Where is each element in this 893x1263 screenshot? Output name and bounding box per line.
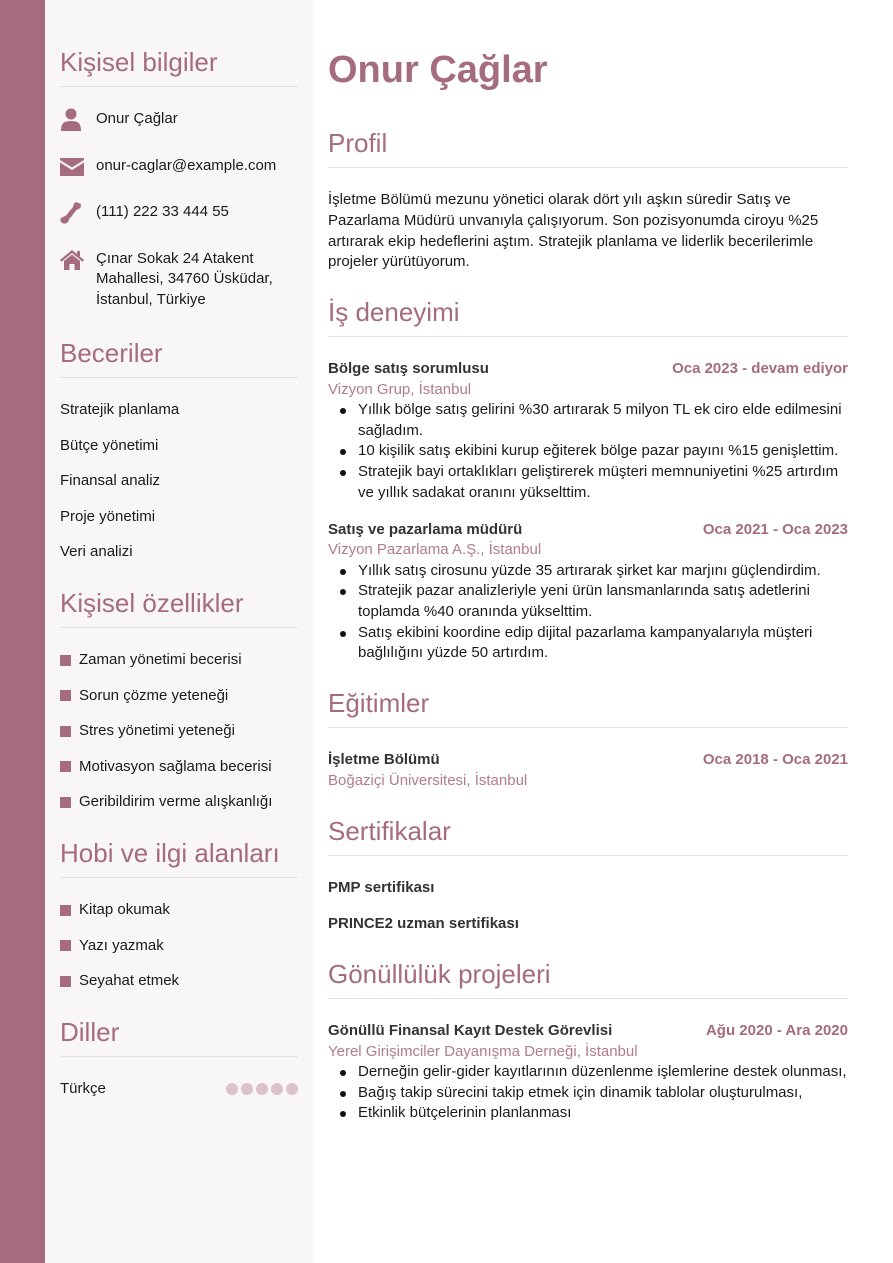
square-bullet-icon bbox=[60, 726, 71, 737]
volunteer-title: Gönüllü Finansal Kayıt Destek Görevlisi bbox=[328, 1022, 613, 1039]
job-company: Vizyon Grup, İstanbul bbox=[328, 380, 472, 398]
info-address-text: Çınar Sokak 24 Atakent Mahallesi, 34760 Üsküdar, İstanbul, Türkiye bbox=[96, 249, 273, 308]
square-bullet-icon bbox=[60, 690, 71, 701]
profile-section bbox=[328, 128, 848, 273]
skill-item: Stratejik planlama bbox=[60, 401, 180, 418]
skill-item: Proje yönetimi bbox=[60, 507, 156, 525]
job-bullet: Stratejik pazar analizleriyle yeni ürün lansmanlarında satış adetlerini toplamda %40 oranında yükselttim. bbox=[328, 581, 848, 622]
volunteer-entry bbox=[328, 1021, 848, 1124]
info-email bbox=[60, 156, 298, 178]
job-date: Oca 2021 - Oca 2023 bbox=[702, 520, 848, 538]
hobbies-section bbox=[60, 838, 298, 1007]
skills-section bbox=[60, 338, 298, 578]
square-bullet-icon bbox=[60, 940, 71, 951]
home-icon bbox=[60, 249, 96, 271]
square-bullet-icon bbox=[60, 905, 71, 916]
candidate-name: Onur Çağlar bbox=[328, 49, 548, 91]
language-level-rating bbox=[226, 1083, 298, 1095]
certificates-section bbox=[328, 816, 848, 949]
hobby-text: Kitap okumak bbox=[79, 901, 170, 918]
job-date: Oca 2023 - devam ediyor bbox=[672, 360, 848, 377]
trait-item bbox=[60, 686, 298, 706]
trait-item bbox=[60, 721, 298, 741]
degree-title: İşletme Bölümü bbox=[328, 751, 440, 768]
info-email-text[interactable]: onur-caglar@example.com bbox=[96, 156, 277, 174]
section-title: İş deneyimi bbox=[328, 297, 460, 327]
job-bullet: Satış ekibini koordine edip dijital pazarlama kampanyalarıyla müşteri bağlılığını yüzde 50 artırdım. bbox=[328, 623, 848, 664]
square-bullet-icon bbox=[60, 976, 71, 987]
hobby-item bbox=[60, 971, 298, 991]
trait-text: Motivasyon sağlama becerisi bbox=[79, 757, 272, 775]
job-bullet: Stratejik bayi ortaklıkları geliştirerek müşteri memnuniyetini %25 artırdım ve yıllık sadakat oranını yükselttim. bbox=[328, 462, 848, 503]
job-bullet: Yıllık bölge satış gelirini %30 artırarak 5 milyon TL ek ciro elde edilmesini sağladım. bbox=[328, 400, 848, 441]
trait-text: Geribildirim verme alışkanlığı bbox=[79, 793, 273, 811]
section-title: Hobi ve ilgi alanları bbox=[60, 838, 280, 868]
job-bullet: 10 kişilik satış ekibini kurup eğiterek bölge pazar payını %15 genişlettim. bbox=[328, 441, 848, 462]
language-name: Türkçe bbox=[60, 1080, 106, 1097]
divider bbox=[328, 336, 848, 337]
info-phone bbox=[60, 202, 298, 224]
info-phone-text: (111) 222 33 444 55 bbox=[96, 203, 229, 220]
divider bbox=[60, 877, 298, 878]
education-section bbox=[328, 688, 848, 791]
job-title: Bölge satış sorumlusu bbox=[328, 360, 489, 377]
profile-text: İşletme Bölümü mezunu yönetici olarak dört yılı aşkın süredir Satış ve Pazarlama Müdürü unvanıyla çalışıyorum. Son pozisyonumda ciroyu %25 artırarak ekip hedeflerini aştım. Stratejik planlama ve liderlik becerilerimle projeler yürütüyorum. bbox=[328, 191, 819, 271]
square-bullet-icon bbox=[60, 797, 71, 808]
experience-section bbox=[328, 297, 848, 664]
certificate-item: PMP sertifikası bbox=[328, 879, 435, 896]
experience-entry bbox=[328, 520, 848, 665]
divider bbox=[328, 855, 848, 856]
rating-dot bbox=[241, 1083, 253, 1095]
trait-item bbox=[60, 650, 298, 670]
rating-dot bbox=[271, 1083, 283, 1095]
envelope-icon bbox=[60, 156, 96, 178]
info-name-text: Onur Çağlar bbox=[96, 110, 178, 127]
volunteer-org: Yerel Girişimciler Dayanışma Derneği, İstanbul bbox=[328, 1042, 638, 1060]
trait-text: Sorun çözme yeteneği bbox=[79, 686, 229, 704]
square-bullet-icon bbox=[60, 655, 71, 666]
rating-dot bbox=[286, 1083, 298, 1095]
section-title: Beceriler bbox=[60, 338, 163, 368]
hobby-text: Seyahat etmek bbox=[79, 972, 180, 990]
volunteer-bullet: Bağış takip sürecini takip etmek için dinamik tablolar oluşturulması, bbox=[328, 1083, 848, 1104]
trait-text: Stres yönetimi yeteneği bbox=[79, 722, 235, 740]
section-title: Gönüllülük projeleri bbox=[328, 959, 551, 989]
section-title: Eğitimler bbox=[328, 688, 430, 718]
accent-strip bbox=[0, 0, 45, 1263]
info-address bbox=[60, 249, 298, 311]
main-content bbox=[328, 0, 848, 1263]
experience-entry bbox=[328, 359, 848, 504]
certificate-item: PRINCE2 uzman sertifikası bbox=[328, 914, 519, 932]
skill-item: Finansal analiz bbox=[60, 472, 161, 490]
volunteer-section bbox=[328, 959, 848, 1124]
skill-item: Bütçe yönetimi bbox=[60, 436, 159, 454]
section-title: Kişisel bilgiler bbox=[60, 47, 218, 77]
hobby-item bbox=[60, 900, 298, 920]
sidebar bbox=[45, 0, 313, 1263]
trait-text: Zaman yönetimi becerisi bbox=[79, 651, 242, 668]
volunteer-date: Ağu 2020 - Ara 2020 bbox=[705, 1022, 848, 1039]
volunteer-bullet: Etkinlik bütçelerinin planlanması bbox=[328, 1103, 848, 1124]
divider bbox=[328, 998, 848, 999]
job-company: Vizyon Pazarlama A.Ş., İstanbul bbox=[328, 541, 542, 559]
trait-item bbox=[60, 757, 298, 777]
rating-dot bbox=[226, 1083, 238, 1095]
rating-dot bbox=[256, 1083, 268, 1095]
user-icon bbox=[60, 109, 96, 131]
languages-section bbox=[60, 1017, 298, 1099]
school-name: Boğaziçi Üniversitesi, İstanbul bbox=[328, 771, 528, 789]
education-date: Oca 2018 - Oca 2021 bbox=[702, 751, 848, 768]
divider bbox=[328, 727, 848, 728]
volunteer-bullet: Derneğin gelir-gider kayıtlarının düzenlenme işlemlerine destek olunması, bbox=[328, 1062, 848, 1083]
divider bbox=[60, 377, 298, 378]
section-title: Profil bbox=[328, 128, 388, 158]
hobby-item bbox=[60, 936, 298, 956]
language-item bbox=[60, 1079, 298, 1099]
divider bbox=[328, 167, 848, 168]
info-name bbox=[60, 109, 298, 131]
section-title: Diller bbox=[60, 1017, 120, 1047]
section-title: Kişisel özellikler bbox=[60, 588, 244, 618]
traits-section bbox=[60, 588, 298, 828]
trait-item bbox=[60, 792, 298, 812]
section-title: Sertifikalar bbox=[328, 816, 451, 846]
divider bbox=[60, 627, 298, 628]
job-title: Satış ve pazarlama müdürü bbox=[328, 520, 523, 538]
divider bbox=[60, 1056, 298, 1057]
hobby-text: Yazı yazmak bbox=[79, 936, 164, 954]
square-bullet-icon bbox=[60, 761, 71, 772]
phone-icon bbox=[60, 202, 96, 224]
job-bullet: Yıllık satış cirosunu yüzde 35 artırarak şirket kar marjını güçlendirdim. bbox=[328, 561, 848, 582]
personal-info-section bbox=[60, 47, 298, 335]
education-entry bbox=[328, 750, 848, 791]
skill-item: Veri analizi bbox=[60, 543, 133, 561]
divider bbox=[60, 86, 298, 87]
